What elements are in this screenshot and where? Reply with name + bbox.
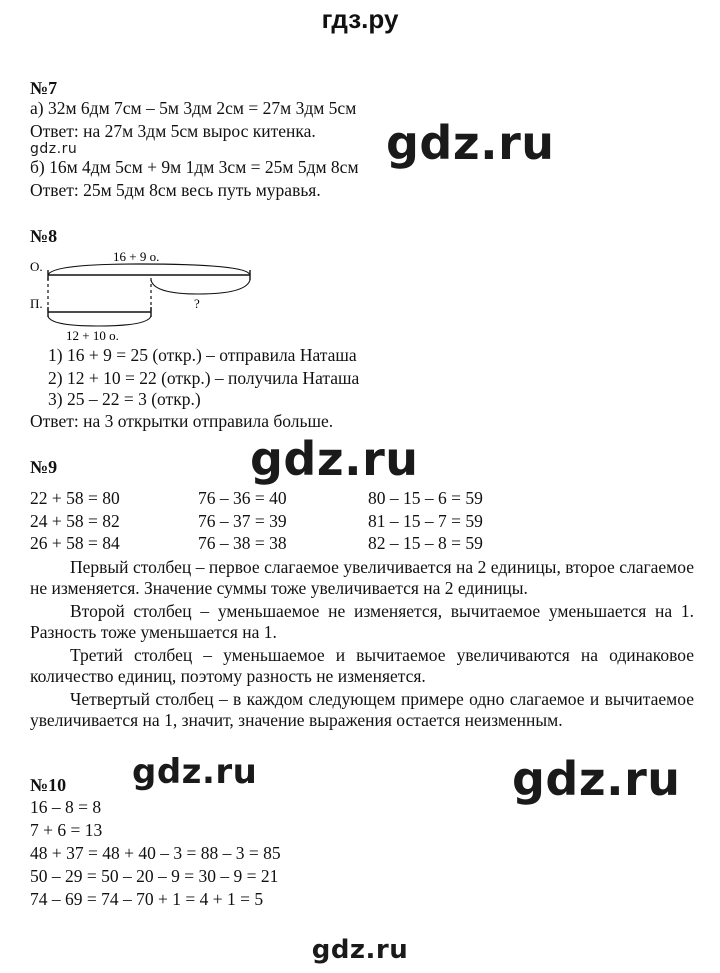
task-9-heading: №9	[30, 457, 58, 477]
task-8-heading: №8	[30, 226, 58, 246]
task-9-col-1-row-3: 26 + 58 = 84	[30, 533, 120, 553]
top-brace	[48, 264, 250, 275]
task-9-paragraph-2: Второй столбец – уменьшаемое не изменяется, вычитаемое уменьшается на 1. Разность тоже уменьшается на 1.	[30, 601, 694, 642]
site-header[interactable]: гдз.ру	[321, 4, 399, 34]
task-7-line-a: а) 32м 6дм 7см – 5м 3дм 2см = 27м 3дм 5см	[30, 98, 357, 118]
task-10-line-2: 7 + 6 = 13	[30, 820, 103, 840]
watermark-large: gdz.ru	[512, 752, 681, 806]
task-9-paragraph-3: Третий столбец – уменьшаемое и вычитаемое увеличиваются на одинаковое количество единиц, поэтому разность не изменяется.	[30, 645, 694, 686]
task-8-step-1: 1) 16 + 9 = 25 (откр.) – отправила Наташа	[48, 345, 357, 365]
task-8-answer: Ответ: на 3 открытки отправила больше.	[30, 411, 334, 431]
watermark-medium: gdz.ru	[132, 752, 258, 792]
bottom-brace	[48, 316, 151, 326]
task-10-line-3: 48 + 37 = 48 + 40 – 3 = 88 – 3 = 85	[30, 843, 281, 863]
task-9-col-3-row-2: 81 – 15 – 7 = 59	[368, 511, 483, 531]
task-8-step-2: 2) 12 + 10 = 22 (откр.) – получила Наташа	[48, 368, 360, 388]
task-7-answer-a: Ответ: на 27м 3дм 5см вырос китенка.	[30, 121, 316, 141]
task-7-line-b: б) 16м 4дм 5см + 9м 1дм 3см = 25м 5дм 8см	[30, 157, 359, 177]
segment-diagram	[28, 248, 288, 344]
task-9-col-1-row-1: 22 + 58 = 80	[30, 488, 120, 508]
task-9-col-2-row-3: 76 – 38 = 38	[198, 533, 287, 553]
difference-brace	[151, 280, 250, 294]
diagram-bottom-value: 12 + 10 о.	[66, 328, 119, 343]
task-10-line-1: 16 – 8 = 8	[30, 797, 102, 817]
task-9-col-2-row-1: 76 – 36 = 40	[198, 488, 287, 508]
diagram-top-value: 16 + 9 о.	[113, 249, 160, 264]
watermark-small: gdz.ru	[30, 141, 78, 157]
task-10-line-5: 74 – 69 = 74 – 70 + 1 = 4 + 1 = 5	[30, 889, 264, 909]
watermark-large: gdz.ru	[386, 116, 555, 170]
footer-watermark[interactable]: gdz.ru	[311, 935, 409, 965]
diagram-label-bottom: П.	[30, 296, 43, 311]
task-7-heading: №7	[30, 78, 58, 98]
task-8-step-3: 3) 25 – 22 = 3 (откр.)	[48, 389, 201, 409]
task-7-answer-b: Ответ: 25м 5дм 8см весь путь муравья.	[30, 180, 321, 200]
task-10-heading: №10	[30, 775, 67, 795]
task-10-line-4: 50 – 29 = 50 – 20 – 9 = 30 – 9 = 21	[30, 866, 279, 886]
task-9-col-2-row-2: 76 – 37 = 39	[198, 511, 287, 531]
task-9-col-1-row-2: 24 + 58 = 82	[30, 511, 120, 531]
diagram-question: ?	[194, 296, 200, 311]
task-9-col-3-row-1: 80 – 15 – 6 = 59	[368, 488, 483, 508]
task-9-paragraph-4: Четвертый столбец – в каждом следующем примере одно слагаемое и вычитаемое увеличивается на 1, значит, значение выражения остается неизменным.	[30, 689, 694, 730]
watermark-large: gdz.ru	[250, 432, 419, 486]
task-9-col-3-row-3: 82 – 15 – 8 = 59	[368, 533, 483, 553]
task-9-paragraph-1: Первый столбец – первое слагаемое увеличивается на 2 единицы, второе слагаемое не изменяется. Значение суммы тоже увеличивается на 2 единицы.	[30, 557, 694, 598]
diagram-label-top: О.	[30, 259, 43, 274]
